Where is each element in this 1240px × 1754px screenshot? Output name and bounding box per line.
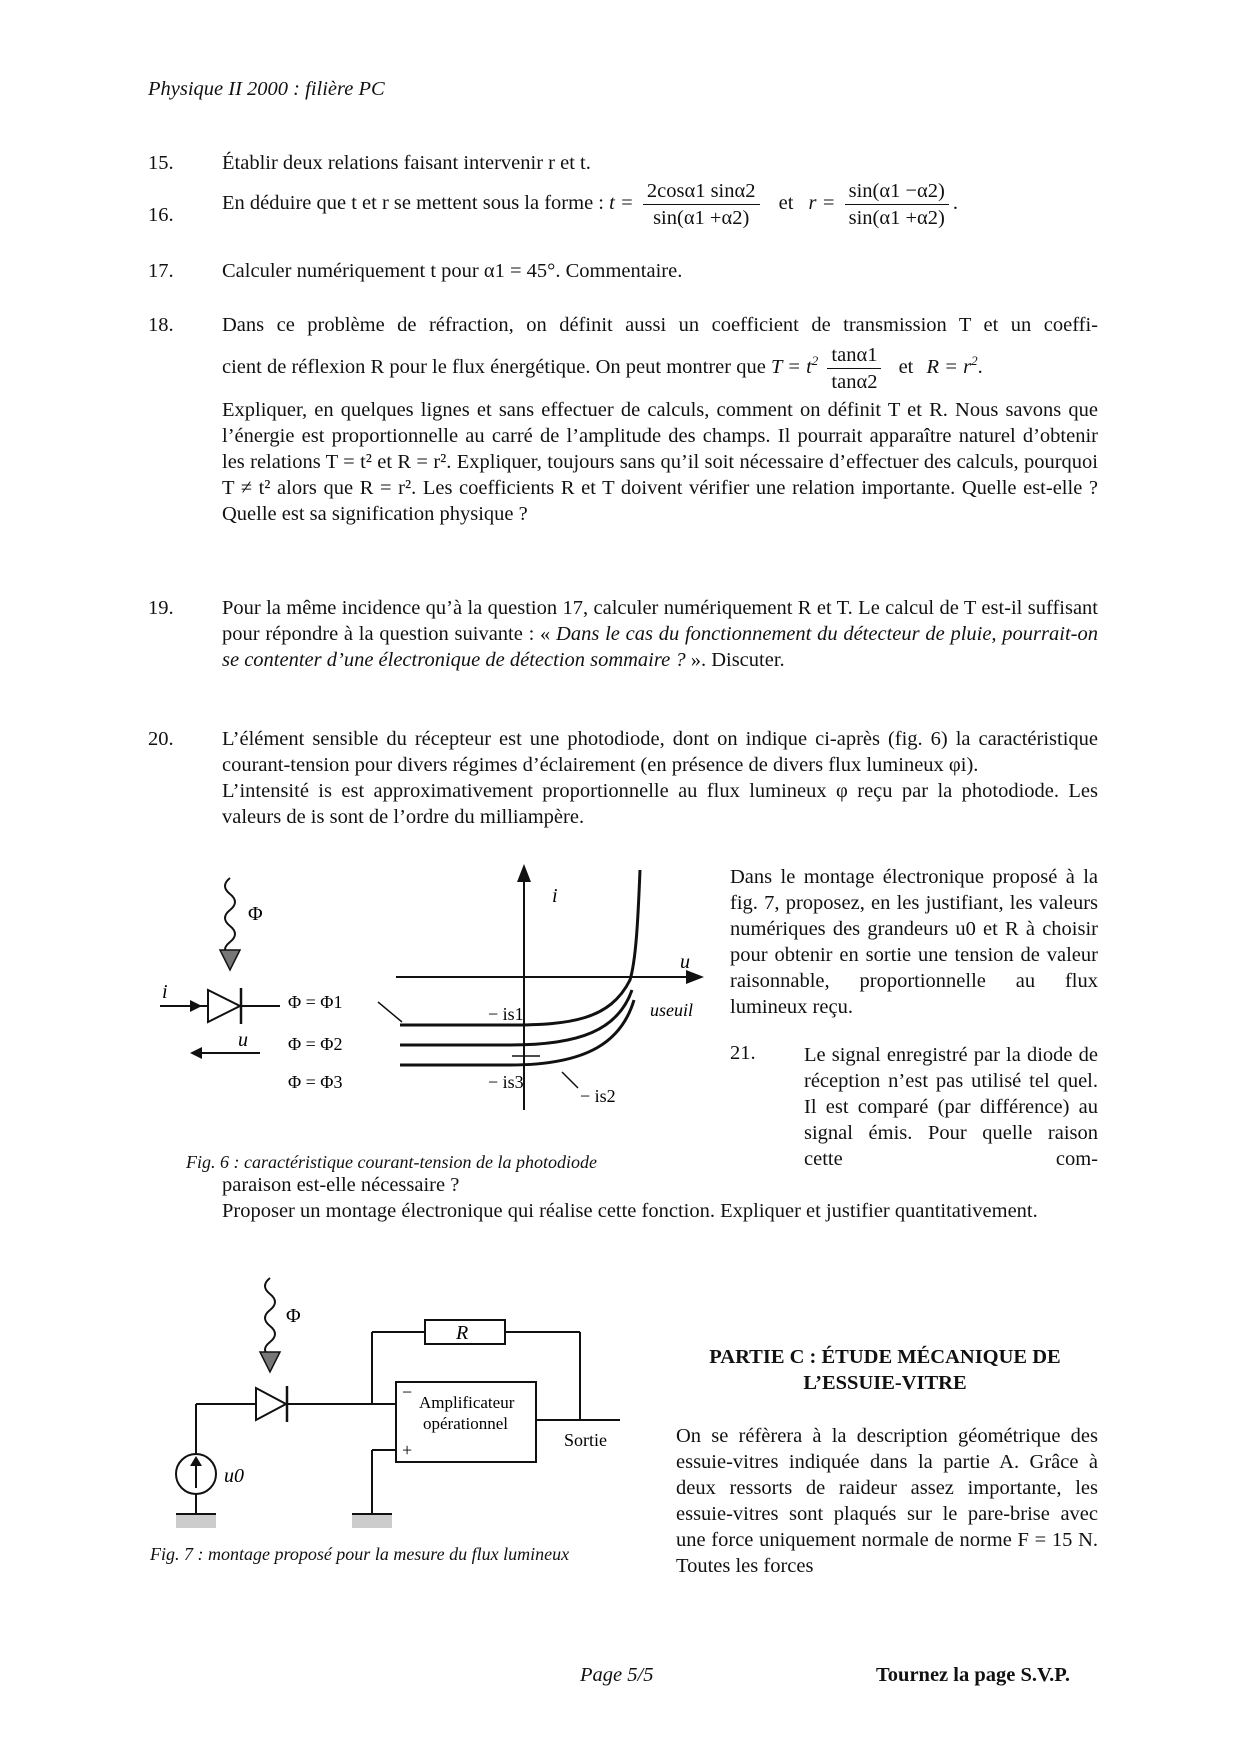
figure-6-caption: Fig. 6 : caractéristique courant-tension de la photodiode xyxy=(186,1152,597,1172)
op-amp-label-2: opérationnel xyxy=(423,1414,508,1433)
question-17 xyxy=(148,258,1098,284)
T-denominator: tanα2 xyxy=(831,371,878,393)
et-word: et xyxy=(778,192,794,215)
voltage-arrowhead xyxy=(190,1047,202,1059)
op-amp-label-1: Amplificateur xyxy=(419,1393,515,1412)
question-19 xyxy=(148,595,1098,673)
figure-7-caption: Fig. 7 : montage proposé pour la mesure du flux lumineux xyxy=(150,1544,570,1564)
page-header: Physique II 2000 : filière PC xyxy=(148,78,385,100)
light-wave xyxy=(225,878,235,956)
phi1-label: Φ = Φ1 xyxy=(288,992,343,1012)
page-number: Page 5/5 xyxy=(580,1664,654,1686)
question-15 xyxy=(148,150,1098,176)
r-numerator: sin(α1 −α2) xyxy=(845,178,949,205)
partie-c-title-line2: L’ESSUIE-VITRE xyxy=(803,1372,967,1394)
T-formula xyxy=(827,342,881,395)
question-text: En déduire que t et r se mettent sous la forme : xyxy=(222,192,604,215)
voltage-label: u xyxy=(238,1029,248,1051)
question-21-paragraph: Proposer un montage électronique qui réalise cette fonction. Expliquer et justifier quantitativement. xyxy=(222,1200,1038,1222)
sortie-label: Sortie xyxy=(564,1430,607,1450)
question-paragraph-1: L’élément sensible du récepteur est une photodiode, dont on indique ci-après (fig. 6) la caractéristique courant-tension pour divers régimes d’éclairement (en présence de divers flux lumineux φi). xyxy=(222,728,1098,776)
question-number: 16. xyxy=(148,204,174,226)
current-label: i xyxy=(162,981,168,1003)
question-21-number: 21. xyxy=(730,1042,756,1064)
u-axis-label: u xyxy=(680,951,690,973)
question-number: 20. xyxy=(148,728,174,750)
curve-phi1 xyxy=(400,870,640,1025)
question-21-continuation xyxy=(222,1172,1098,1224)
r-formula xyxy=(845,178,949,231)
is3-label: − is3 xyxy=(488,1072,524,1092)
light-arrowhead xyxy=(260,1352,280,1372)
question-text-italic: Dans le cas du fonctionnement du détecteur de pluie, pourrait-on se contenter d’une électronique de détection sommaire ? xyxy=(222,623,1098,671)
question-number: 19. xyxy=(148,597,174,619)
question-20-side-text: Dans le montage électronique proposé à la fig. 7, proposez, en les justifiant, les valeurs numériques des grandeurs u0 et R à choisir pour obtenir en sortie une tension de valeur raisonnable, proportionnelle au flux lumineux reçu. xyxy=(730,866,1098,1018)
R-label: R xyxy=(456,1322,469,1344)
is1-label: − is1 xyxy=(488,1004,524,1024)
question-16: 16. En déduire que t et r se mettent sous la forme : t = $\frac{2\cos\alpha 1 \sin\alpha 2}{\sin(\alpha 1 +\alpha 2)}$ et r = $\frac{\sin(\alpha 1 -\alpha 2)}{\sin(\alpha 1 +\alpha 2)}$ . xyxy=(148,180,958,229)
question-text: Établir deux relations faisant intervenir r et t. xyxy=(222,152,591,174)
partie-c-title-line1: PARTIE C : ÉTUDE MÉCANIQUE DE xyxy=(709,1346,1061,1368)
question-number: 18. xyxy=(148,314,174,336)
current-arrow xyxy=(190,1000,202,1012)
phi1-pointer xyxy=(378,1002,402,1022)
partie-c-text: On se réfèrera à la description géométrique des essuie-vitres indiquée dans la partie A. Grâce à deux ressorts de raideur assez importante, les essuie-vitres sont plaqués sur le pare-brise avec une force uniquement normale de norme F = 15 N. Toutes les forces xyxy=(676,1425,1098,1577)
is2-pointer xyxy=(562,1072,578,1088)
question-text-a: Pour la même incidence qu’à la question 17, calculer numériquement R et T. Le calcul de T est-il suffisant pour répondre à la question suivante : « xyxy=(222,597,1098,645)
light-arrowhead xyxy=(220,950,240,970)
t-formula xyxy=(643,178,760,231)
i-axis-label: i xyxy=(552,885,558,907)
is2-label: − is2 xyxy=(580,1086,616,1106)
plus-label: + xyxy=(402,1440,413,1460)
question-text-b: ». Discuter. xyxy=(690,649,785,671)
question-paragraph: Expliquer, en quelques lignes et sans effectuer de calculs, comment on définit T et R. Nous savons que l’énergie est proportionnelle au carré de l’amplitude des champs. Il pourrait apparaître naturel d’obtenir les relations T = t² et R = r². Expliquer, toujours sans qu’il soit nécessaire d’effectuer des calculs, pourquoi T ≠ t² alors que R = r². Les coefficients R et T doivent vérifier une relation importante. Quelle est-elle ? Quelle est sa signification physique ? xyxy=(222,399,1098,525)
partie-c-title xyxy=(672,1344,1098,1396)
figure-6 xyxy=(140,860,730,1130)
turn-page-note: Tournez la page S.V.P. xyxy=(876,1664,1071,1686)
ground-1 xyxy=(176,1514,216,1528)
light-wave xyxy=(265,1278,275,1356)
phi-label: Φ xyxy=(248,903,263,925)
question-paragraph-2: L’intensité is est approximativement proportionnelle au flux lumineux φ reçu par la photodiode. Les valeurs de is sont de l’ordre du milliampère. xyxy=(222,780,1098,828)
question-line2: cient de réflexion R pour le flux énergétique. On peut montrer que xyxy=(222,356,766,379)
question-18: 18. Dans ce problème de réfraction, on définit aussi un coefficient de transmission T et un coeffi- cient de réflexion R pour le flux énergétique. On peut montrer que $T = t^2$ $\frac{\tan\alpha 1}{\tan\alpha 2}$ et $R = r^2$. Expliquer, en quelques lignes et sans effectuer de calculs, comment on définit T et R. Nous savons que l’énergie est proportionnelle au carré de l’amplitude des champs. Il pourrait apparaître naturel d’obtenir les relations T = t² et R = r². Expliquer, toujours sans qu’il soit nécessaire d’effectuer des calculs, pourquoi T ≠ t² alors que R = r². Les coefficients R et T doivent vérifier une relation importante. Quelle est-elle ? Quelle est sa signification physique ? xyxy=(148,314,1098,525)
i-axis-arrow xyxy=(517,864,531,882)
useuil-label: useuil xyxy=(650,1000,693,1020)
r-denominator: sin(α1 +α2) xyxy=(848,207,945,229)
t-numerator: 2cosα1 sinα2 xyxy=(643,178,760,205)
question-21-side-text: Le signal enregistré par la diode de réception n’est pas utilisé tel quel. Il est comparé (par différence) au signal émis. Pour quelle raison cette com- xyxy=(804,1044,1098,1170)
phi2-label: Φ = Φ2 xyxy=(288,1034,343,1054)
t-denominator: sin(α1 +α2) xyxy=(653,207,750,229)
minus-label: − xyxy=(402,1382,413,1402)
question-number: 17. xyxy=(148,260,174,282)
phi-label: Φ xyxy=(286,1305,301,1327)
et-word-2: et xyxy=(898,356,914,379)
T-numerator: tanα1 xyxy=(827,342,881,369)
phi3-label: Φ = Φ3 xyxy=(288,1072,343,1092)
ground-2 xyxy=(352,1514,392,1528)
figure-7 xyxy=(140,1270,660,1530)
diode-symbol xyxy=(208,990,240,1022)
question-text: Calculer numériquement t pour α1 = 45°. Commentaire. xyxy=(222,260,683,282)
question-number: 15. xyxy=(148,152,174,174)
u0-label: u0 xyxy=(224,1465,244,1487)
question-21-cont: paraison est-elle nécessaire ? xyxy=(222,1174,460,1196)
diode-symbol xyxy=(256,1388,286,1420)
question-line1: Dans ce problème de réfraction, on définit aussi un coefficient de transmission T et un coeffi- xyxy=(222,314,1098,336)
question-20 xyxy=(148,726,1098,830)
